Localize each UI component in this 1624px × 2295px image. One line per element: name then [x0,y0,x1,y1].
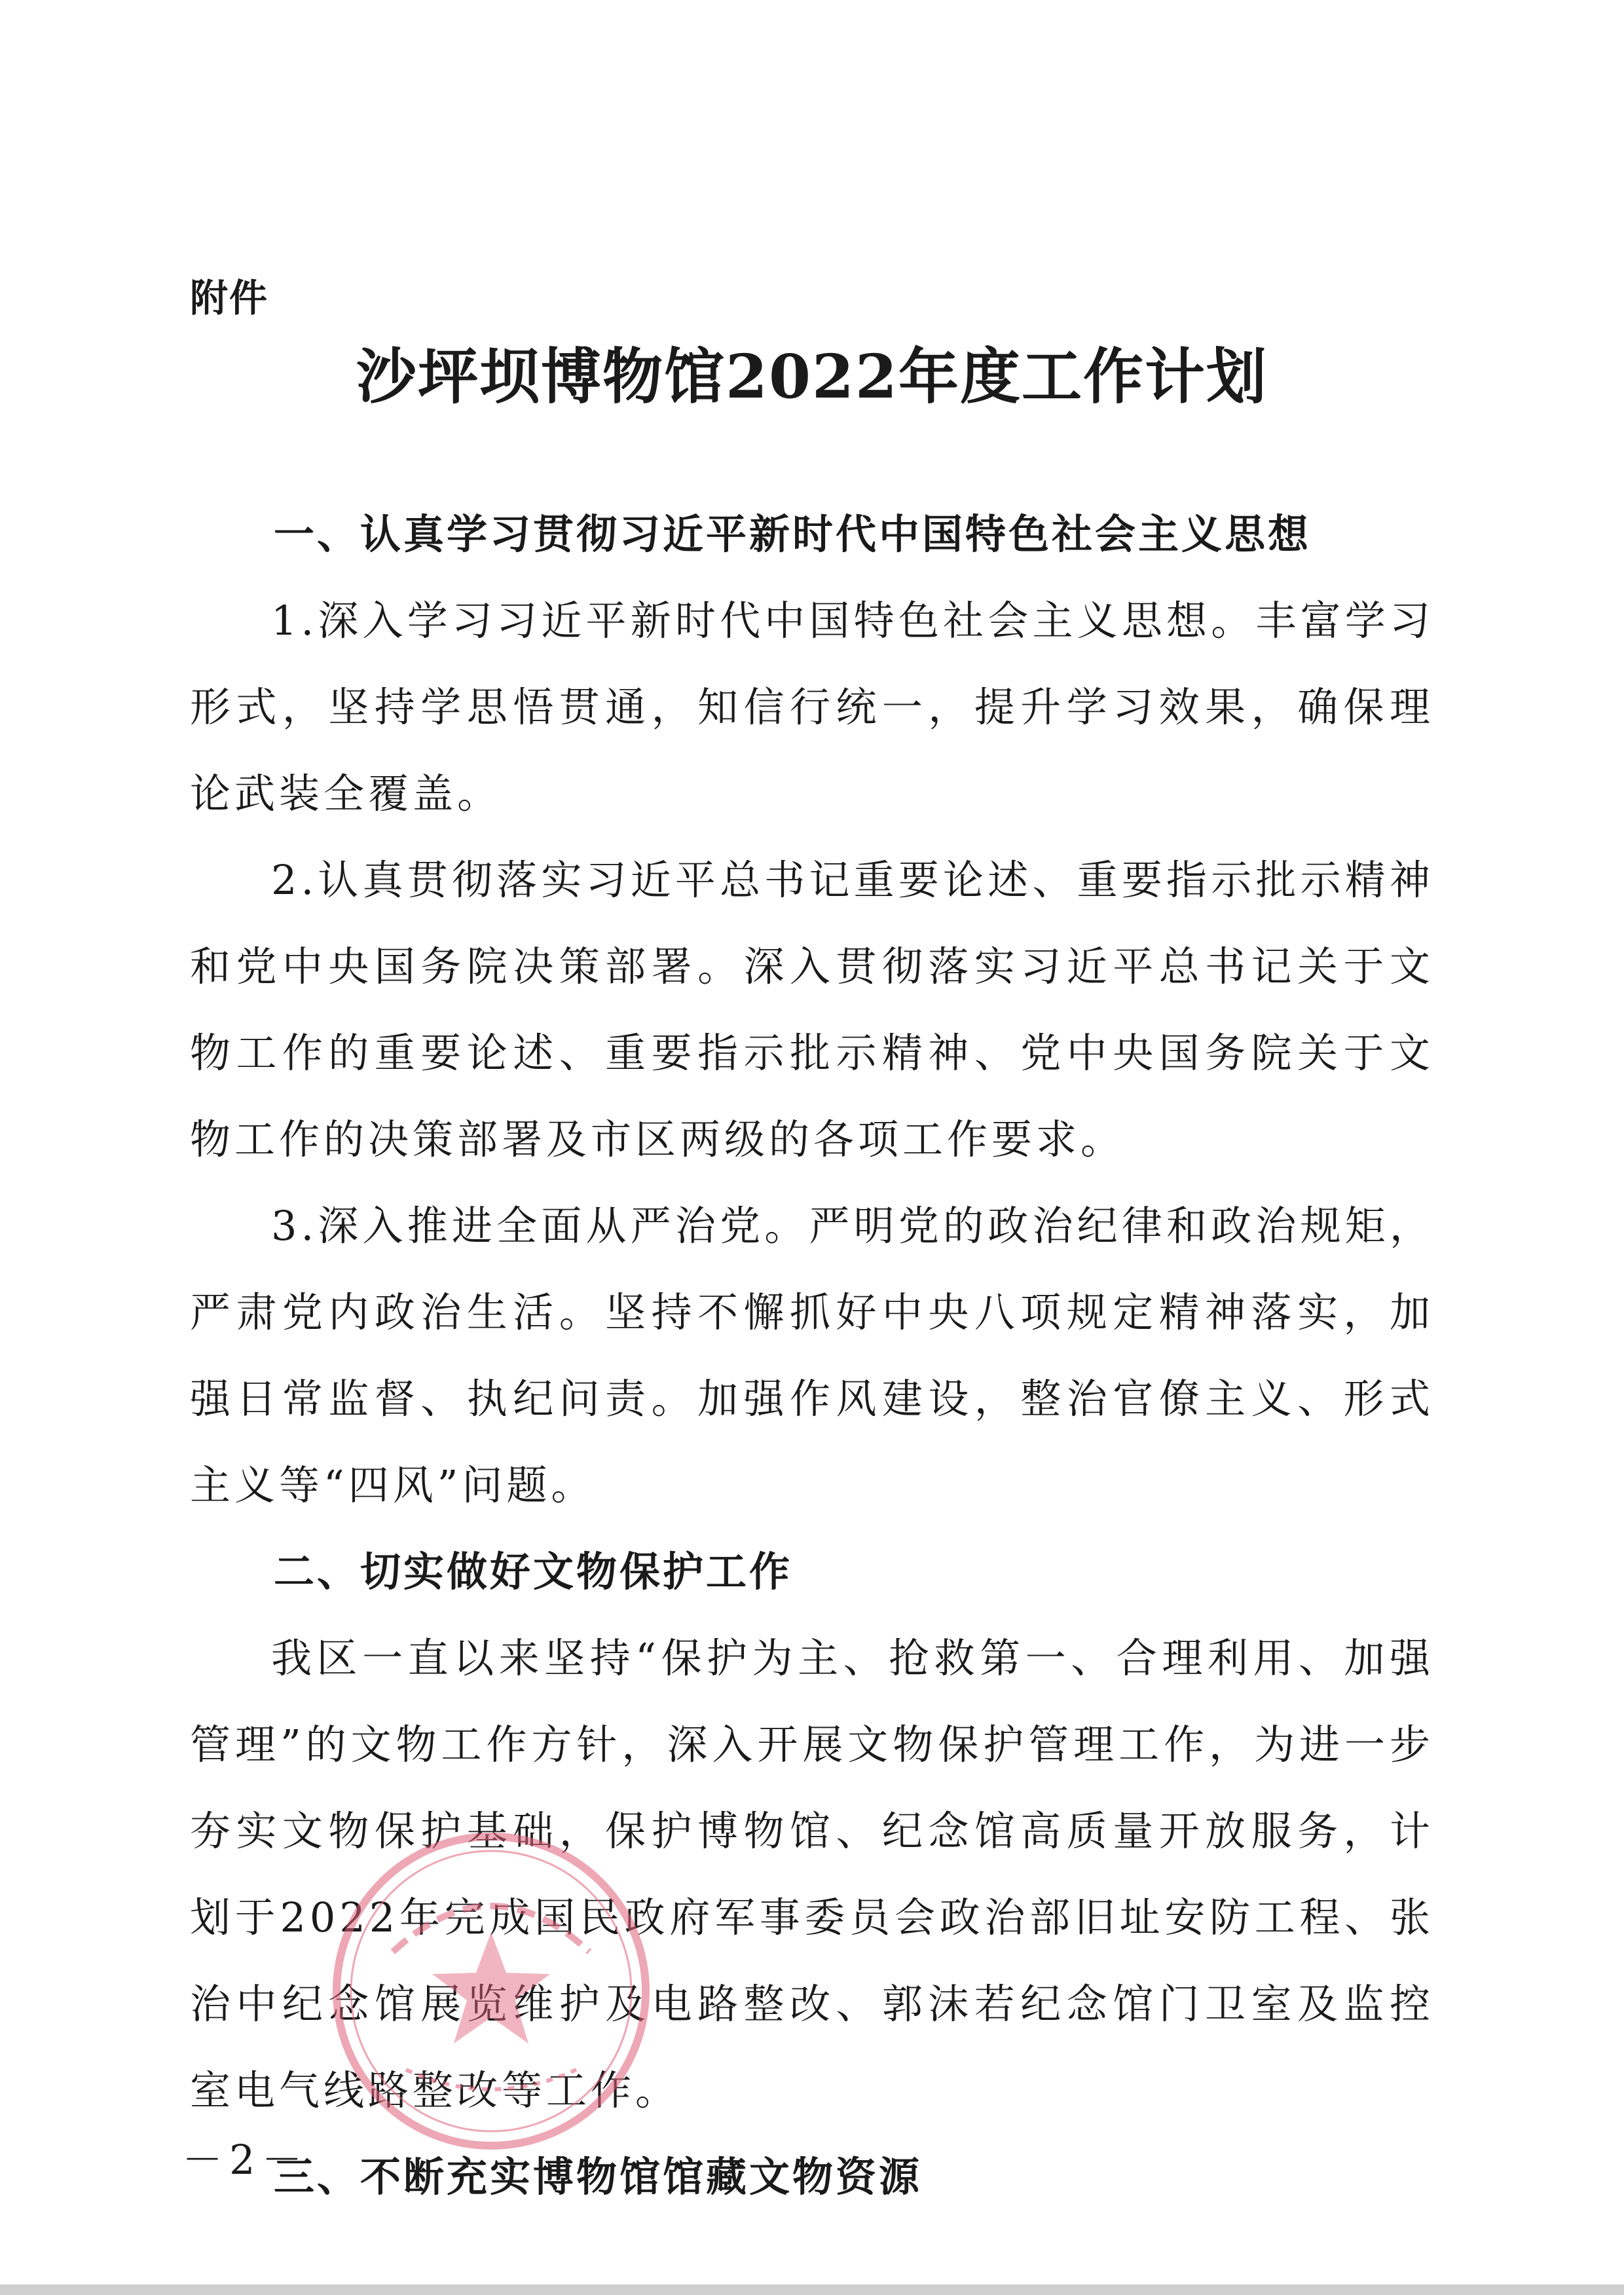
paragraph: 2.认真贯彻落实习近平总书记重要论述、重要指示批示精神和党中央国务院决策部署。深入贯彻落实习近平总书记关于文物工作的重要论述、重要指示批示精神、党中央国务院关于文物工作的决策部署及市区两级的各项工作要求。 [190,856,1434,1163]
document-title: 沙坪坝博物馆2022年度工作计划 [356,341,1268,412]
section-heading: 二、切实做好文物保护工作 [274,1548,793,1595]
attachment-label: 附件 [190,276,269,320]
scan-edge [0,2285,1624,2295]
section-1 [190,491,1434,1529]
section-heading: 三、不断充实博物馆馆藏文物资源 [274,2153,923,2201]
section-heading: 一、认真学习贯彻习近平新时代中国特色社会主义思想 [274,510,1312,558]
official-seal-stamp [321,1821,661,2161]
paragraph: 我区一直以来坚持“保护为主、抢救第一、合理利用、加强管理”的文物工作方针，深入开展文物保护管理工作，为进一步夯实文物保护基础，保护博物馆、纪念馆高质量开放服务，计划于2022年完成国民政府军事委员会政治部旧址安防工程、张治中纪念馆展览维护及电路整改、郭沫若纪念馆门卫室及监控室电气线路整改等工作。 [190,1634,1434,2114]
paragraph: 3.深入推进全面从严治党。严明党的政治纪律和政治规矩，严肃党内政治生活。坚持不懈抓好中央八项规定精神落实，加强日常监督、执纪问责。加强作风建设，整治官僚主义、形式主义等“四风”问题。 [190,1202,1434,1509]
page-number: －2－ [182,2136,309,2184]
paragraph: 1.深入学习习近平新时代中国特色社会主义思想。丰富学习形式，坚持学思悟贯通，知信行统一，提升学习效果，确保理论武装全覆盖。 [190,597,1434,817]
